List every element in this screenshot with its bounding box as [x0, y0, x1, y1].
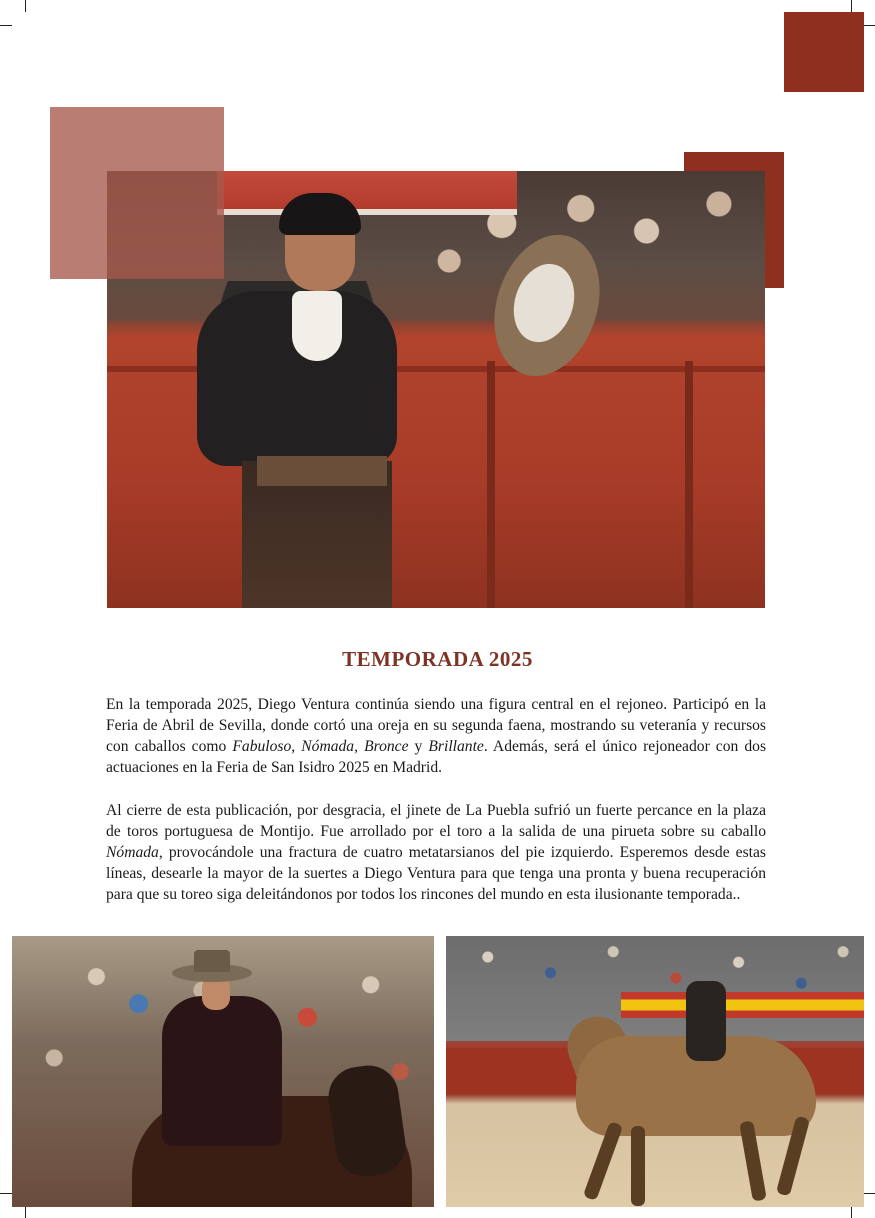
paragraph-2: Al cierre de esta publicación, por desgracia, el jinete de La Puebla sufrió un fuerte percance en la plaza de toros portuguesa de Montijo. Fue arrollado por el toro a la salida de una pirueta sobre su caballo Nómada, provocándole una fractura de cuatro metatarsianos del pie izquierdo. Esperemos desde estas líneas, desearle la mayor de la suertes a Diego Ventura para que tenga una pronta y buena recuperación para que su toreo siga deleitándonos por todos los rincones del mundo en esta ilusionante temporada.. — [106, 802, 766, 903]
rider — [686, 981, 726, 1061]
hat-crown — [194, 950, 230, 972]
rider-jacket — [162, 996, 282, 1146]
overlay-square — [50, 107, 224, 279]
paragraph-1: En la temporada 2025, Diego Ventura continúa siendo una figura central en el rejoneo. Participó en la Feria de Abril de Sevilla, donde cortó una oreja en su segunda faena, mostrando su veteranía y recursos con caballos como Fabuloso, Nómada, Bronce y Brillante. Además, será el único rejoneador con dos actuaciones en la Feria de San Isidro 2025 en Madrid. — [106, 696, 767, 776]
crop-mark — [851, 1206, 852, 1218]
horse-leg — [631, 1126, 645, 1206]
crop-mark — [851, 0, 852, 12]
crop-mark — [0, 25, 12, 26]
top-right-square — [784, 12, 864, 92]
barrier-post — [685, 361, 693, 608]
rider-shirt — [292, 291, 342, 361]
crop-mark — [25, 0, 26, 12]
stand-banner — [217, 171, 517, 215]
crop-mark — [863, 25, 875, 26]
crowd-background — [446, 936, 864, 1041]
rider-horse-photo-left — [12, 936, 434, 1207]
crop-mark — [0, 1193, 12, 1194]
rider-belt — [257, 456, 387, 486]
crop-mark — [25, 1206, 26, 1218]
spanish-flag — [621, 992, 864, 1018]
barrier-post — [487, 361, 495, 608]
rider-horse-photo-right — [446, 936, 864, 1207]
section-title: TEMPORADA 2025 — [342, 647, 533, 671]
crop-mark — [863, 1193, 875, 1194]
